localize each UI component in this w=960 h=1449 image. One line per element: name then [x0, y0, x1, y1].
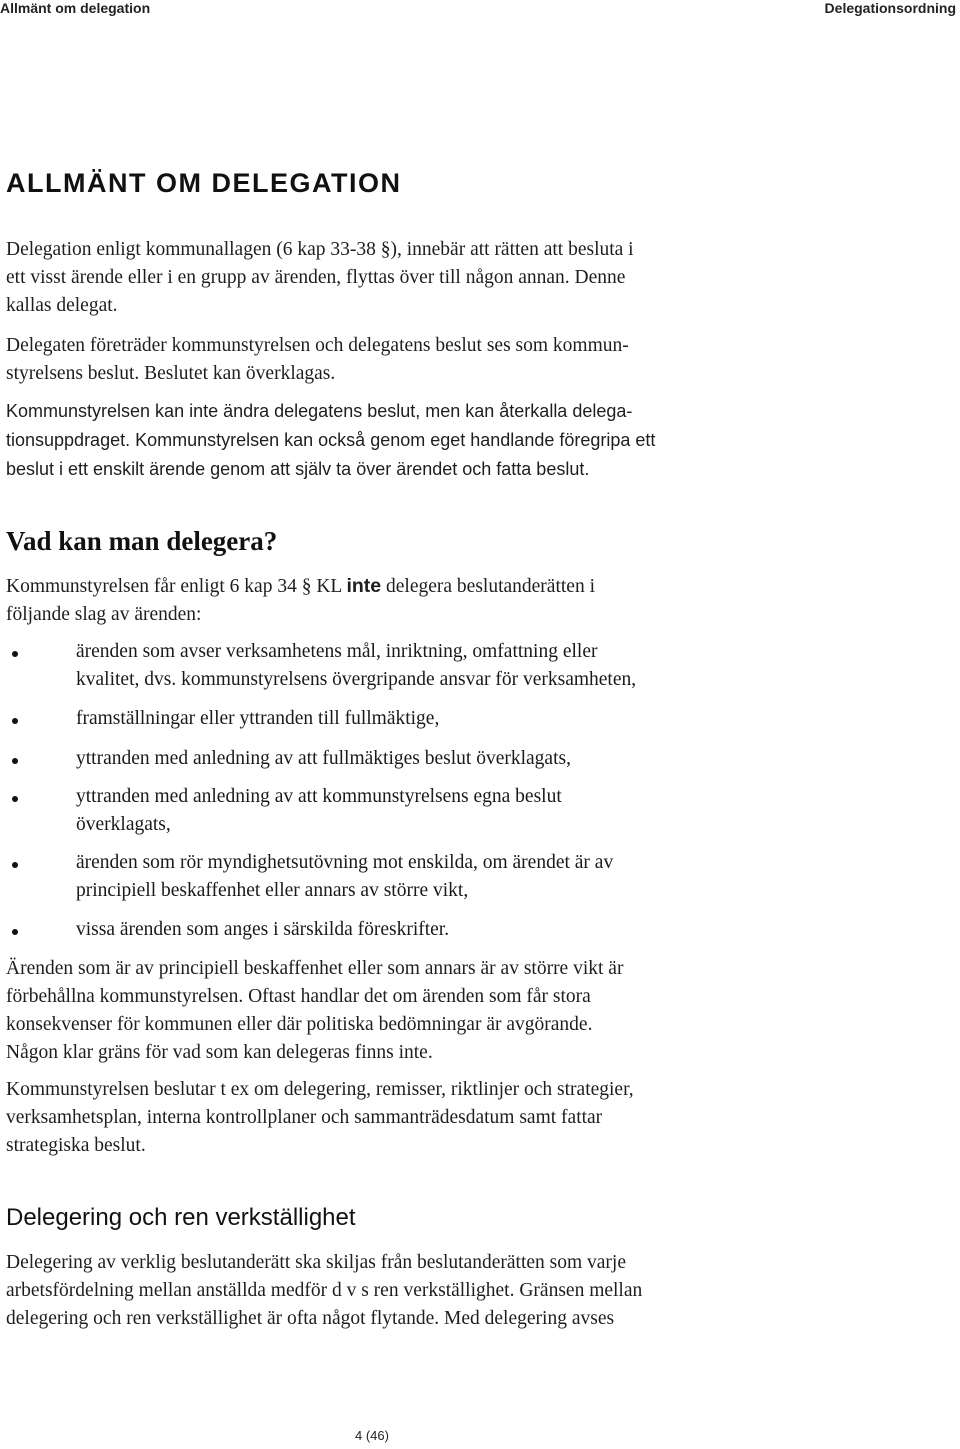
text-line: yttranden med anledning av att kommunstyrelsens egna beslut	[76, 786, 562, 807]
text-line: konsekvenser för kommunen eller där politiska bedömningar är avgörande.	[6, 1014, 593, 1035]
header-document-title: Delegationsordning	[824, 0, 956, 16]
text-line: Ärenden som är av principiell beskaffenhet eller som annars är av större vikt är	[6, 958, 624, 979]
section-heading-what-can-be-delegated: Vad kan man delegera?	[6, 526, 278, 556]
text-line: Delegation enligt kommunallagen (6 kap 33-38 §), innebär att rätten att besluta i	[6, 239, 634, 260]
bullet-icon	[12, 929, 18, 935]
lead-text-after: delegera beslutanderätten i	[381, 576, 595, 597]
text-line: Någon klar gräns för vad som kan delegeras finns inte.	[6, 1042, 433, 1063]
intro-paragraph-2	[6, 332, 951, 388]
bullet-icon	[12, 718, 18, 724]
lead-text-before: Kommunstyrelsen får enligt 6 kap 34 § KL	[6, 576, 347, 597]
text-line: kvalitet, dvs. kommunstyrelsens övergripande ansvar för verksamheten,	[76, 669, 637, 690]
intro-paragraph-1	[6, 236, 951, 320]
page-number: 4 (46)	[355, 1428, 389, 1443]
page-title: ALLMÄNT OM DELEGATION	[6, 168, 402, 198]
section1-paragraph-2	[6, 955, 951, 1067]
header-section-title: Allmänt om delegation	[0, 0, 151, 16]
text-line: styrelsens beslut. Beslutet kan överklagas.	[6, 363, 336, 384]
section-heading-delegation-vs-execution: Delegering och ren verkställighet	[6, 1204, 356, 1231]
bullet-icon	[12, 651, 18, 657]
bullet-icon	[12, 862, 18, 868]
text-line: beslut i ett enskilt ärende genom att själv ta över ärendet och fatta beslut.	[6, 459, 590, 479]
text-line: framställningar eller yttranden till fullmäktige,	[76, 708, 440, 729]
section2-paragraph	[6, 1249, 951, 1333]
text-line: principiell beskaffenhet eller annars av större vikt,	[76, 880, 469, 901]
bullet-icon	[12, 796, 18, 802]
text-line: strategiska beslut.	[6, 1135, 146, 1156]
text-line: vissa ärenden som anges i särskilda föreskrifter.	[76, 919, 450, 940]
text-line: delegering och ren verkställighet är ofta något flytande. Med delegering avses	[6, 1308, 615, 1329]
text-line: ärenden som rör myndighetsutövning mot enskilda, om ärendet är av	[76, 852, 614, 873]
intro-paragraph-3	[6, 397, 951, 484]
section1-lead-paragraph	[6, 572, 951, 629]
text-line: kallas delegat.	[6, 295, 118, 316]
text-line: yttranden med anledning av att fullmäktiges beslut överklagats,	[76, 748, 571, 769]
text-line: tionsuppdraget. Kommunstyrelsen kan också genom eget handlande föregripa ett	[6, 430, 656, 450]
text-line	[6, 572, 951, 601]
section1-paragraph-3	[6, 1076, 951, 1160]
lead-emphasis: inte	[346, 575, 382, 597]
bullet-icon	[12, 758, 18, 764]
text-line: ärenden som avser verksamhetens mål, inriktning, omfattning eller	[76, 641, 598, 662]
text-line: Delegering av verklig beslutanderätt ska skiljas från beslutanderätten som varje	[6, 1252, 626, 1273]
text-line: ett visst ärende eller i en grupp av ärenden, flyttas över till någon annan. Denne	[6, 267, 626, 288]
text-line: Delegaten företräder kommunstyrelsen och delegatens beslut ses som kommun-	[6, 335, 629, 356]
text-line: Kommunstyrelsen beslutar t ex om delegering, remisser, riktlinjer och strategier,	[6, 1079, 634, 1100]
text-line: överklagats,	[76, 814, 171, 835]
text-line: Kommunstyrelsen kan inte ändra delegatens beslut, men kan återkalla delega-	[6, 401, 633, 421]
text-line: arbetsfördelning mellan anställda medför d v s ren verkställighet. Gränsen mellan	[6, 1280, 643, 1301]
text-line: förbehållna kommunstyrelsen. Oftast handlar det om ärenden som får stora	[6, 986, 591, 1007]
text-line: följande slag av ärenden:	[6, 604, 202, 625]
text-line: verksamhetsplan, interna kontrollplaner och sammanträdesdatum samt fattar	[6, 1107, 603, 1128]
